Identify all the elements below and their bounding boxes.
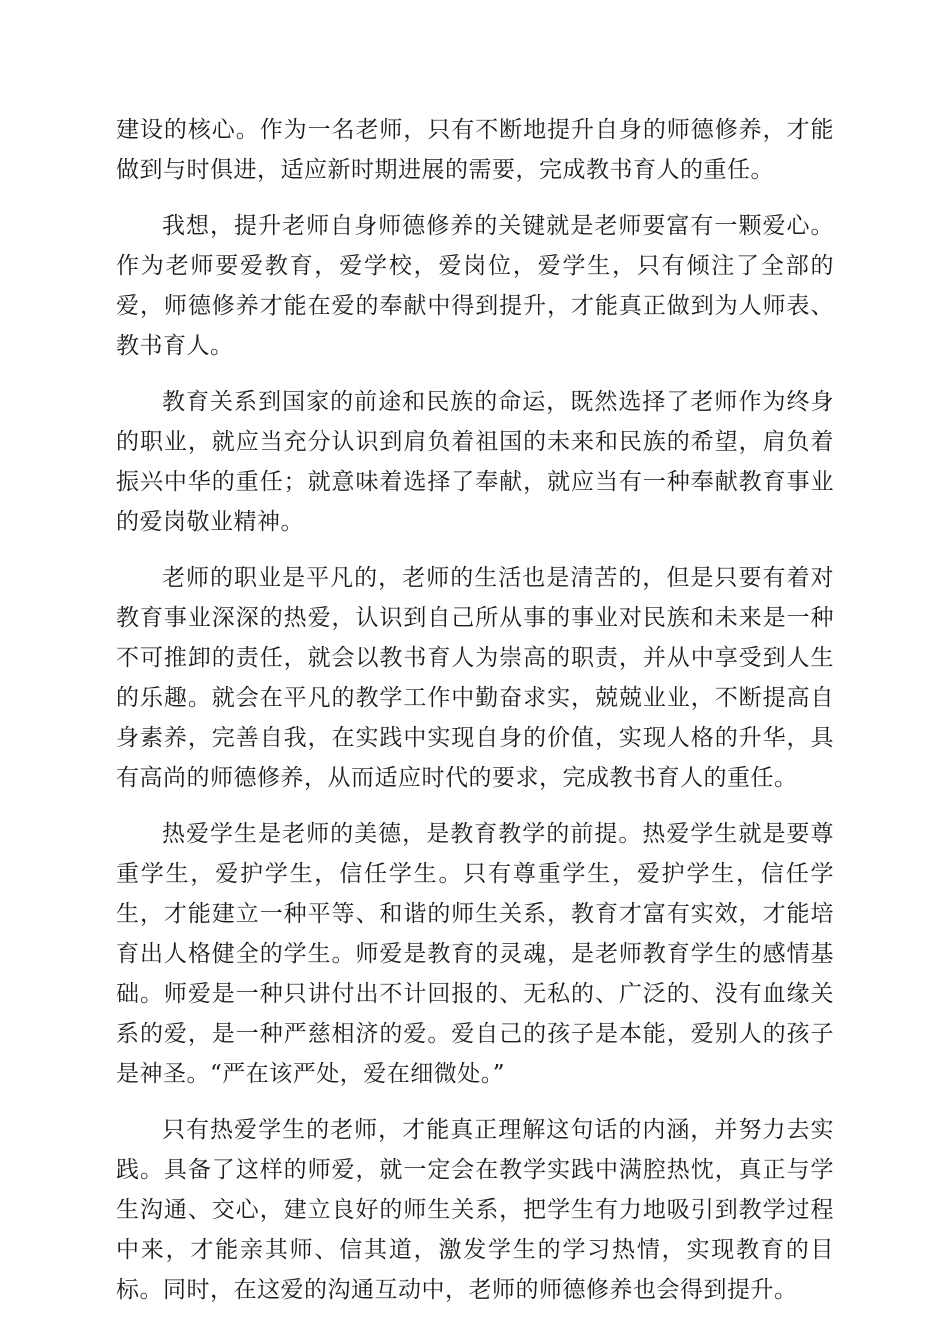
- paragraph-3: 教育关系到国家的前途和民族的命运，既然选择了老师作为终身的职业，就应当充分认识到肩负着祖国的未来和民族的希望，肩负着振兴中华的重任；就意味着选择了奉献，就应当有一种奉献教育事业的爱岗敬业精神。: [116, 389, 834, 535]
- paragraph-5: 热爱学生是老师的美德，是教育教学的前提。热爱学生就是要尊重学生，爱护学生，信任学生。只有尊重学生，爱护学生，信任学生，才能建立一种平等、和谐的师生关系，教育才富有实效，才能培育出人格健全的学生。师爱是教育的灵魂，是老师教育学生的感情基础。师爱是一种只讲付出不计回报的、无私的、广泛的、没有血缘关系的爱，是一种严慈相济的爱。爱自己的孩子是本能，爱别人的孩子是神圣。“严在该严处，爱在细微处。”: [116, 821, 834, 1087]
- paragraph-2: 我想，提升老师自身师德修养的关键就是老师要富有一颗爱心。作为老师要爱教育，爱学校，爱岗位，爱学生，只有倾注了全部的爱，师德修养才能在爱的奉献中得到提升，才能真正做到为人师表、教书育人。: [116, 213, 834, 359]
- paragraph-4: 老师的职业是平凡的，老师的生活也是清苦的，但是只要有着对教育事业深深的热爱，认识到自己所从事的事业对民族和未来是一种不可推卸的责任，就会以教书育人为崇高的职责，并从中享受到人生的乐趣。就会在平凡的教学工作中勤奋求实，兢兢业业，不断提高自身素养，完善自我，在实践中实现自身的价值，实现人格的升华，具有高尚的师德修养，从而适应时代的要求，完成教书育人的重任。: [116, 565, 834, 791]
- paragraph-6: 只有热爱学生的老师，才能真正理解这句话的内涵，并努力去实践。具备了这样的师爱，就一定会在教学实践中满腔热忱，真正与学生沟通、交心，建立良好的师生关系，把学生有力地吸引到教学过程中来，才能亲其师、信其道，激发学生的学习热情，实现教育的目标。同时，在这爱的沟通互动中，老师的师德修养也会得到提升。: [116, 1117, 834, 1303]
- paragraph-1: 建设的核心。作为一名老师，只有不断地提升自身的师德修养，才能做到与时俱进，适应新时期进展的需要，完成教书育人的重任。: [116, 117, 834, 183]
- document-body: [116, 110, 834, 1326]
